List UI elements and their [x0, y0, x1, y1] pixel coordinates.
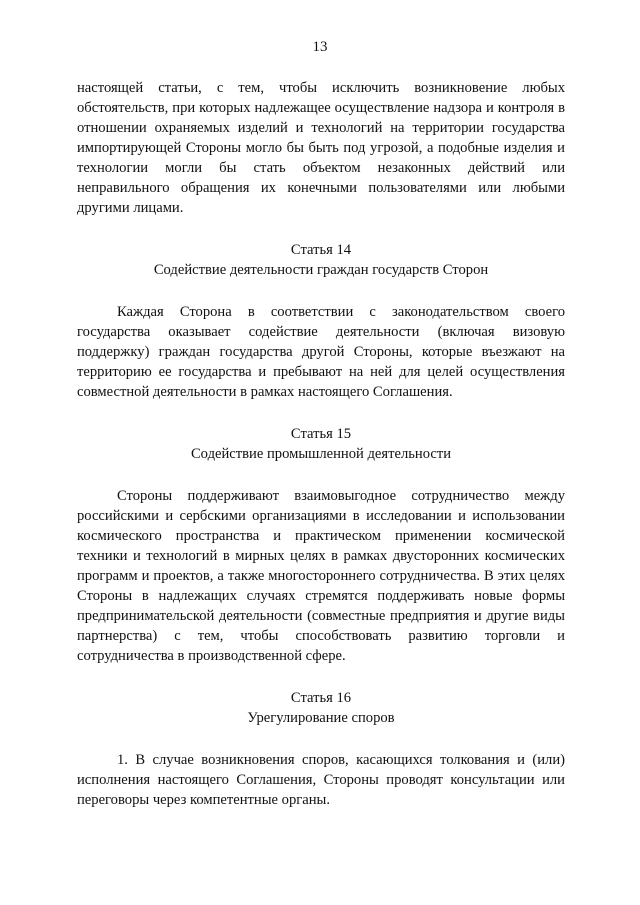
article-title: Содействие промышленной деятельности — [190, 446, 452, 462]
article-15 — [77, 424, 565, 666]
article-title: Урегулирование споров — [247, 710, 395, 726]
continuation-paragraph: настоящей статьи, с тем, чтобы исключить возникновение любых обстоятельств, при которых надлежащее осуществление надзора и контроля в отношении охраняемых изделий и технологий на территории государства импортирующей Стороны могло бы быть под угрозой, а подобные изделия и технологии могли бы стать объектом незаконных действий или неправильного обращения их конечными пользователями или любыми другими лицами. — [77, 80, 565, 216]
article-paragraph: Каждая Сторона в соответствии с законодательством своего государства оказывает содействие деятельности (включая визовую поддержку) граждан государства другой Стороны, которые въезжают на территорию ее государства и пребывают на ней для целей осуществления совместной деятельности в рамках настоящего Соглашения. — [77, 304, 565, 400]
article-16 — [77, 688, 565, 810]
article-heading: Статья 14 — [290, 242, 352, 258]
page-number: 13 — [312, 39, 328, 55]
article-title: Содействие деятельности граждан государств Сторон — [153, 262, 489, 278]
article-heading: Статья 15 — [290, 426, 352, 442]
document-body — [77, 78, 565, 810]
article-14 — [77, 240, 565, 402]
article-heading: Статья 16 — [290, 690, 352, 706]
article-paragraph: 1. В случае возникновения споров, касающихся толкования и (или) исполнения настоящего Соглашения, Стороны проводят консультации или переговоры через компетентные органы. — [77, 752, 565, 808]
article-paragraph: Стороны поддерживают взаимовыгодное сотрудничество между российскими и сербскими организациями в исследовании и использовании космического пространства и практическом применении космической техники и технологий в мирных целях в рамках двусторонних космических программ и проектов, а также многостороннего сотрудничества. В этих целях Стороны в надлежащих случаях стремятся поддерживать новые формы предпринимательской деятельности (совместные предприятия и другие виды партнерства) с тем, чтобы способствовать развитию торговли и сотрудничества в производственной сфере. — [77, 488, 565, 664]
